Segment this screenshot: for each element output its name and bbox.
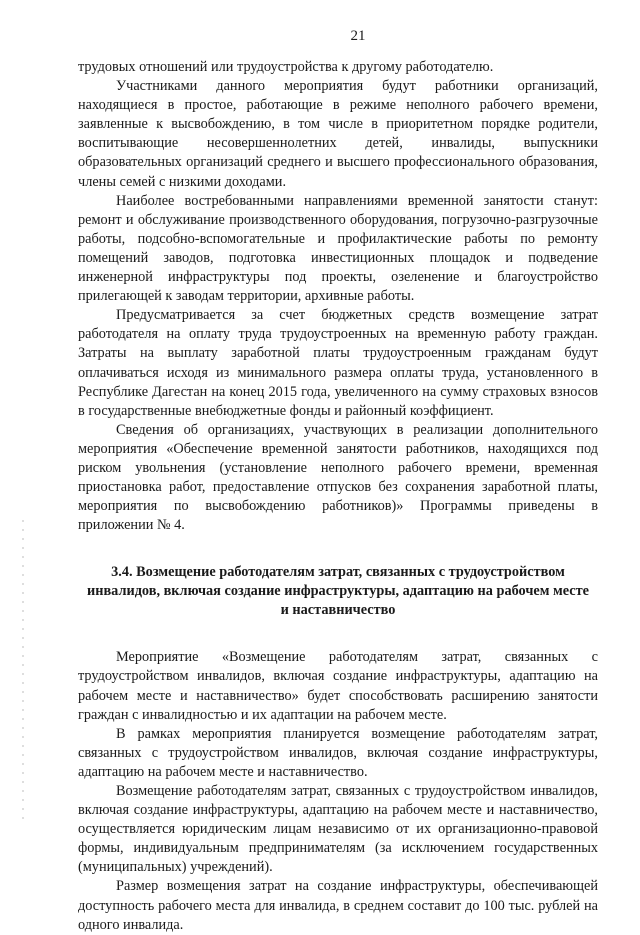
heading-spacer bbox=[78, 620, 598, 648]
paragraph-measure-purpose: Мероприятие «Возмещение работодателям затрат, связанных с трудоустройством инвалидов, включая создание инфраструктуры, адаптацию на рабочем месте и наставничество» будет способствовать расширению занятости граждан с инвалидностью и их адаптации на рабочем месте. bbox=[78, 649, 598, 723]
page-number: 21 bbox=[350, 28, 366, 44]
paragraph-directions: Наиболее востребованными направлениями временной занятости станут: ремонт и обслуживание производственного оборудования, погрузочно-разгрузочные работы, подсобно-вспомогательные и профилактические работы по ремонту помещений заводов, подготовка инвестиционных площадок и подведение инженерной инфраструктуры под проекты, озеленение и благоустройство прилегающей к заводам территории, архивные работы. bbox=[78, 192, 598, 305]
paragraph-organizations-info: Сведения об организациях, участвующих в реализации дополнительного мероприятия «Обеспечение временной занятости работников, находящихся под риском увольнения (установление неполного рабочего времени, временная приостановка работ, предоставление отпусков без сохранения заработной платы, мероприятия по высвобождению работников)» Программы приведены в приложении № 4. bbox=[78, 421, 598, 534]
paragraph-measure-plan: В рамках мероприятия планируется возмещение работодателям затрат, связанных с трудоустройством инвалидов, включая создание инфраструктуры, адаптацию на рабочем месте и наставничество. bbox=[78, 725, 598, 780]
paragraph-funding: Предусматривается за счет бюджетных средств возмещение затрат работодателя на оплату труда трудоустроенных на временную работу граждан. Затраты на выплату заработной платы трудоустроенным гражданам будут оплачиваться исходя из минимального размера оплаты труда, установленного в Республике Дагестан на конец 2015 года, увеличенного на сумму страховых взносов в государственные внебюджетные фонды и районный коэффициент. bbox=[78, 307, 598, 419]
page-body bbox=[78, 58, 598, 935]
scan-binding-marks bbox=[22, 520, 24, 820]
paragraph-eligible-recipients: Возмещение работодателям затрат, связанных с трудоустройством инвалидов, включая создание инфраструктуры, адаптацию на рабочем месте и наставничество, осуществляется юридическим лицам независимо от их организационно-правовой формы, индивидуальным предпринимателям (за исключением государственных (муниципальных) учреждений). bbox=[78, 783, 598, 876]
paragraph-reimbursement-amount: Размер возмещения затрат на создание инфраструктуры, обеспечивающей доступность рабочего места для инвалида, в среднем составит до 100 тыс. рублей на одного инвалида. bbox=[78, 878, 598, 933]
section-heading: 3.4. Возмещение работодателям затрат, связанных с трудоустройством инвалидов, включая создание инфраструктуры, адаптацию на рабочем месте и наставничество bbox=[86, 564, 590, 619]
paragraph-participants: Участниками данного мероприятия будут работники организаций, находящиеся в простое, работающие в режиме неполного рабочего времени, заявленные к высвобождению, в том числе в приоритетном порядке родители, воспитывающие несовершеннолетних детей, инвалиды, выпускники образовательных организаций среднего и высшего профессионального образования, члены семей с низкими доходами. bbox=[78, 78, 598, 190]
paragraph-continuation: трудовых отношений или трудоустройства к другому работодателю. bbox=[78, 59, 494, 75]
